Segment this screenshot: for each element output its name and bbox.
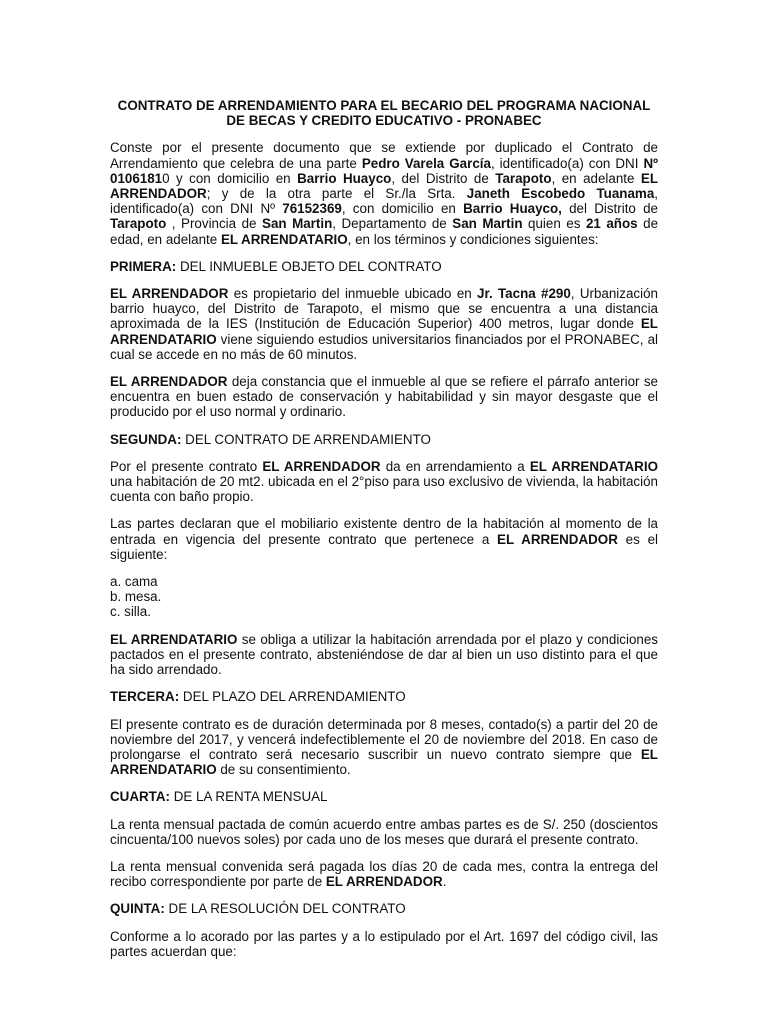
bold-text-run: EL ARRENDADOR: [110, 170, 659, 202]
bold-text-run: EL ARRENDATARIO: [110, 316, 658, 347]
text-run: una habitación de 20 mt2. ubicada en el 2°piso para uso exclusivo de vivienda, la habitación cuenta con baño propio.: [110, 474, 658, 505]
text-run: Por el presente contrato: [110, 458, 263, 474]
clause-tercera-heading: [110, 689, 658, 704]
clause-primera-heading: [110, 259, 658, 274]
text-run: , Provincia de: [166, 216, 263, 232]
text-run: , con domicilio en: [341, 201, 464, 217]
bold-text-run: EL ARRENDADOR: [110, 286, 229, 302]
bold-text-run: Janeth Escobedo Tuanama: [466, 186, 655, 202]
clause-segunda-paragraph-3: [110, 632, 658, 678]
bold-text-run: Tarapoto: [110, 216, 167, 232]
bold-text-run: San Martin: [452, 216, 523, 232]
text-run: , en los términos y condiciones siguientes:: [347, 231, 599, 247]
text-run: es propietario del inmueble ubicado en: [228, 286, 478, 302]
text-run: de su consentimiento.: [216, 762, 351, 778]
bold-text-run: Pedro Varela García: [361, 155, 491, 171]
text-run: 0 y con domicilio en: [162, 170, 298, 186]
text-run: , Departamento de: [332, 216, 453, 232]
text-run: , identificado(a) con DNI Nº: [110, 186, 658, 217]
bold-text-run: SEGUNDA:: [110, 431, 182, 447]
clause-segunda-paragraph-2: [110, 516, 658, 562]
list-item: a. cama: [110, 574, 158, 590]
bold-text-run: EL ARRENDADOR: [497, 531, 618, 547]
clause-cuarta-paragraph-1: [110, 817, 658, 847]
bold-text-run: 76152369: [282, 201, 342, 217]
clause-segunda-heading: [110, 432, 658, 447]
bold-text-run: PRIMERA:: [110, 258, 177, 274]
bold-text-run: CUARTA:: [110, 789, 170, 805]
text-run: DE LA RENTA MENSUAL: [170, 789, 328, 805]
clause-segunda-paragraph-1: [110, 459, 658, 505]
text-run: da en arrendamiento a: [380, 458, 530, 474]
clause-tercera-paragraph-1: [110, 717, 658, 778]
clause-quinta-heading: [110, 901, 658, 916]
clause-cuarta-paragraph-2: [110, 859, 658, 889]
text-run: El presente contrato es de duración determinada por 8 meses, contado(s) a partir del 20 de noviembre del 2017, y vencerá indefectiblemente el 20 de noviembre del 2018. En caso de prolongarse el contrato será necesario suscribir un nuevo contrato siempre que: [110, 716, 658, 762]
text-run: , identificado(a) con DNI: [490, 155, 644, 171]
text-run: , Urbanización barrio huayco, del Distrito de Tarapoto, el mismo que se encuentra a una distancia aproximada de la IES (Institución de Educación Superior) 400 metros, lugar donde: [110, 286, 658, 332]
text-run: deja constancia que el inmueble al que se refiere el párrafo anterior se encuentra en buen estado de conservación y habitabilidad y sin mayor desgaste que el producido por el uso normal y ordinario.: [110, 374, 659, 420]
text-run: del Distrito de: [561, 201, 659, 217]
bold-text-run: Barrio Huayco,: [463, 201, 562, 217]
text-run: se obliga a utilizar la habitación arrendada por el plazo y condiciones pactados en el presente contrato, absteniéndose de dar al bien un uso distinto para el que ha sido arrendado.: [110, 631, 659, 678]
bold-text-run: TERCERA:: [110, 689, 180, 705]
bold-text-run: Jr. Tacna #290: [477, 286, 571, 302]
bold-text-run: EL ARRENDATARIO: [220, 231, 348, 247]
list-item: b. mesa.: [110, 589, 162, 605]
bold-text-run: Nº 0106181: [110, 155, 658, 186]
bold-text-run: EL ARRENDATARIO: [110, 746, 658, 778]
contract-title: CONTRATO DE ARRENDAMIENTO PARA EL BECARIO DEL PROGRAMA NACIONAL DE BECAS Y CREDITO EDUCATIVO - PRONABEC: [117, 98, 651, 129]
text-run: ; y de la otra parte el Sr./la Srta.: [206, 186, 467, 202]
text-run: Conforme a lo acorado por las partes y a lo estipulado por el Art. 1697 del código civil, las partes acuerdan que:: [110, 928, 658, 959]
text-run: es el siguiente:: [110, 531, 659, 562]
bold-text-run: 21 años: [585, 216, 638, 232]
text-run: DE LA RESOLUCIÓN DEL CONTRATO: [164, 901, 406, 917]
clause-primera-paragraph-1: [110, 286, 658, 362]
bold-text-run: Tarapoto: [495, 170, 552, 186]
text-run: de edad, en adelante: [110, 216, 659, 247]
list-item: c. silla.: [110, 604, 151, 620]
bold-text-run: San Martin: [262, 216, 333, 232]
text-run: , del Distrito de: [391, 170, 496, 186]
text-run: .: [442, 874, 447, 890]
text-run: , en adelante: [551, 170, 641, 186]
text-run: La renta mensual pactada de común acuerdo entre ambas partes es de S/. 250 (doscientos cincuenta/100 nuevos soles) por cada uno de los meses que durará el presente contrato.: [110, 816, 658, 847]
bold-text-run: QUINTA:: [110, 901, 165, 917]
bold-text-run: EL ARRENDATARIO: [110, 631, 238, 647]
text-run: viene siguiendo estudios universitarios financiados por el PRONABEC, al cual se accede en no más de 60 minutos.: [110, 331, 658, 362]
text-run: DEL INMUEBLE OBJETO DEL CONTRATO: [176, 258, 442, 274]
clause-quinta-paragraph-1: [110, 929, 658, 959]
text-run: DEL PLAZO DEL ARRENDAMIENTO: [179, 689, 406, 705]
text-run: DEL CONTRATO DE ARRENDAMIENTO: [181, 431, 431, 447]
furniture-list: [110, 574, 658, 620]
text-run: quien es: [522, 216, 586, 232]
intro-paragraph: [110, 140, 658, 246]
text-run: La renta mensual convenida será pagada los días 20 de cada mes, contra la entrega del recibo correspondiente por parte de: [110, 858, 658, 890]
bold-text-run: Barrio Huayco: [297, 170, 392, 186]
bold-text-run: EL ARRENDATARIO: [529, 458, 658, 474]
bold-text-run: EL ARRENDADOR: [325, 874, 443, 890]
text-run: Conste por el presente documento que se extiende por duplicado el Contrato de Arrendamiento que celebra de una parte: [110, 140, 658, 171]
text-run: Las partes declaran que el mobiliario existente dentro de la habitación al momento de la entrada en vigencia del presente contrato que pertenece a: [110, 516, 658, 547]
bold-text-run: EL ARRENDADOR: [110, 374, 228, 390]
clause-primera-paragraph-2: [110, 374, 658, 420]
document-body: [110, 98, 658, 971]
bold-text-run: EL ARRENDADOR: [262, 458, 381, 474]
clause-cuarta-heading: [110, 789, 658, 804]
